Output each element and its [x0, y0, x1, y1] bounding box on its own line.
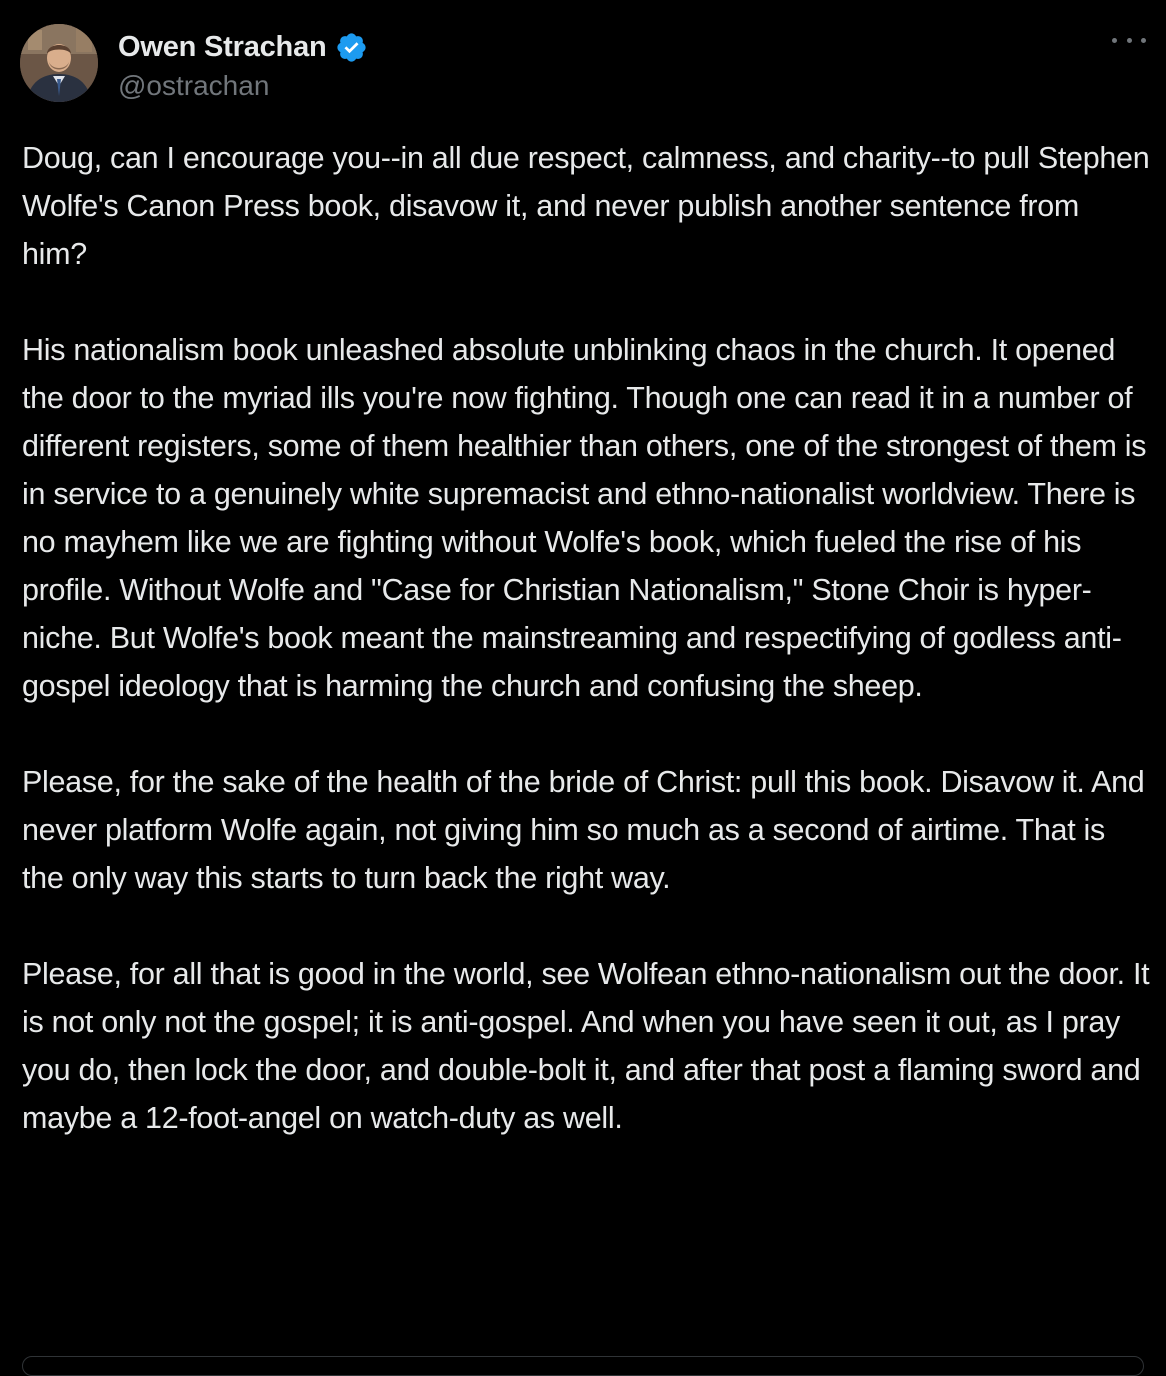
tweet-paragraph: Doug, can I encourage you--in all due respect, calmness, and charity--to pull Stephen Wolfe's Canon Press book, disavow it, and never publish another sentence from him? — [22, 141, 1150, 271]
dot-icon — [1127, 38, 1132, 43]
profile-photo-icon — [20, 24, 98, 102]
dot-icon — [1112, 38, 1117, 43]
name-row — [118, 28, 368, 66]
verified-badge-icon — [335, 31, 368, 64]
tweet-paragraph: Please, for all that is good in the world, see Wolfean ethno-nationalism out the door. It is not only not the gospel; it is anti-gospel. And when you have seen it out, as I pray you do, then lock the door, and double-bolt it, and after that post a flaming sword and maybe a 12-foot-angel on watch-duty as well. — [22, 957, 1150, 1135]
tweet-paragraph: His nationalism book unleashed absolute unblinking chaos in the church. It opened the door to the myriad ills you're now fighting. Though one can read it in a number of different registers, some of them healthier than others, one of the strongest of them is in service to a genuinely white supremacist and ethno-nationalist worldview. There is no mayhem like we are fighting without Wolfe's book, which fueled the rise of his profile. Without Wolfe and "Case for Christian Nationalism," Stone Choir is hyper-niche. But Wolfe's book meant the mainstreaming and respectifying of godless anti-gospel ideology that is harming the church and confusing the sheep. — [22, 333, 1147, 703]
tweet-text — [22, 134, 1152, 1142]
dot-icon — [1141, 38, 1146, 43]
media-card-edge[interactable] — [22, 1356, 1144, 1376]
display-name[interactable]: Owen Strachan — [118, 30, 327, 63]
avatar[interactable] — [20, 24, 98, 102]
author-names — [118, 28, 368, 102]
tweet-paragraph: Please, for the sake of the health of the bride of Christ: pull this book. Disavow it. And never platform Wolfe again, not giving him so much as a second of airtime. That is the only way this starts to turn back the right way. — [22, 765, 1145, 895]
more-horizontal-icon[interactable] — [1112, 30, 1146, 50]
handle[interactable]: @ostrachan — [118, 70, 270, 101]
tweet-header — [20, 24, 1146, 108]
